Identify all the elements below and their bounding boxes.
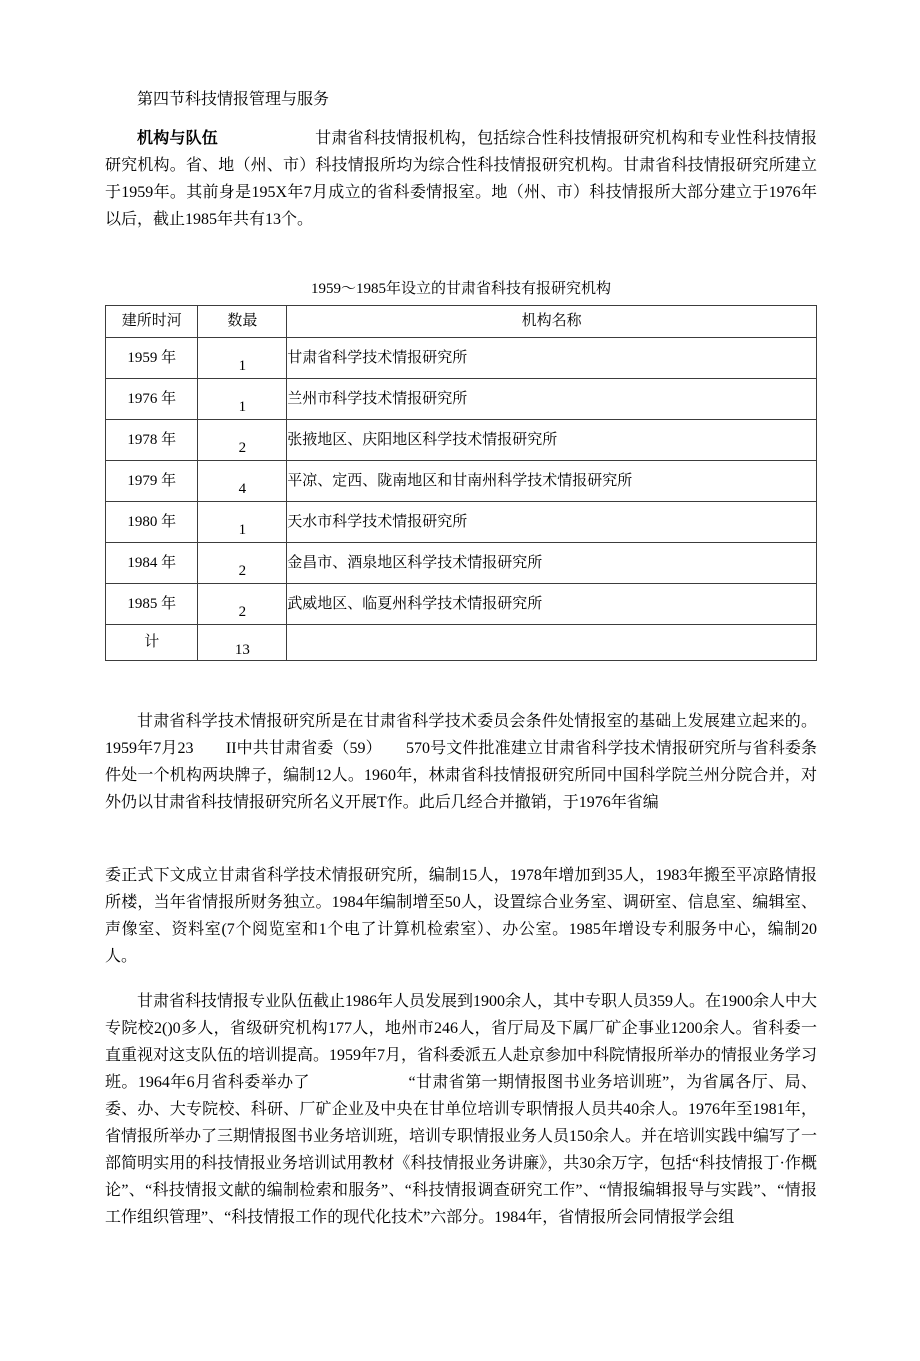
paragraph-lead-label: 机构与队伍 <box>137 130 218 147</box>
paragraph-institutions <box>105 125 817 233</box>
org-table <box>105 305 817 661</box>
cell-year: 1984 年 <box>106 543 198 584</box>
cell-count <box>198 543 287 584</box>
cell-count-value: 4 <box>238 480 247 497</box>
table-total-row <box>106 625 817 661</box>
cell-year: 1978 年 <box>106 420 198 461</box>
table-row <box>106 502 817 543</box>
table-header-row <box>106 306 817 338</box>
cell-name: 兰州市科学技术情报研究所 <box>287 379 817 420</box>
cell-count <box>198 461 287 502</box>
cell-name: 张掖地区、庆阳地区科学技术情报研究所 <box>287 420 817 461</box>
cell-name: 武威地区、临夏州科学技术情报研究所 <box>287 584 817 625</box>
cell-name <box>287 625 817 661</box>
cell-name: 天水市科学技术情报研究所 <box>287 502 817 543</box>
paragraph-training: 甘肃省科技情报专业队伍截止1986年人员发展到1900余人，其中专职人员359人。在1900余人中大专院校2()0多人，省级研究机构177人，地州市246人，省厅局及下属厂矿企事业1200余人。省科委一直重视对这支队伍的培训提高。1959年7月，省科委派五人赴京参加中科院情报所举办的情报业务学习班。1964年6月省科委举办了 “甘肃省第一期情报图书业务培训班”，为省属各厅、局、委、办、大专院校、科研、厂矿企业及中央在甘单位培训专职情报人员共40余人。1976年至1981年，省情报所举办了三期情报图书业务培训班，培训专职情报业务人员150余人。并在培训实践中编写了一部简明实用的科技情报业务培训试用教材《科技情报业务讲廉》，共30余万字，包括“科技情报丁·作概论”、“科技情报文献的编制检索和服务”、“科技情报调查研究工作”、“情报编辑报导与实践”、“情报工作组织管理”、“科技情报工作的现代化技术”六部分。1984年，省情报所会同情报学会组 <box>105 993 818 1226</box>
cell-name: 金昌市、酒泉地区科学技术情报研究所 <box>287 543 817 584</box>
cell-count-value: 2 <box>238 603 247 620</box>
paragraph-history-2: 委正式下文成立甘肃省科学技术情报研究所，编制15人，1978年增加到35人，1983年搬至平凉路情报所楼，当年省情报所财务独立。1984年编制增至50人，设置综合业务室、调研室、信息室、编辑室、声像室、资料室(7个阅览室和1个电了计算机检索室）、办公室。1985年增设专利服务中心，编制20人。 <box>105 867 817 965</box>
cell-year: 1985 年 <box>106 584 198 625</box>
cell-name: 平凉、定西、陇南地区和甘南州科学技术情报研究所 <box>287 461 817 502</box>
col-header-count: 数最 <box>198 306 287 338</box>
cell-count <box>198 502 287 543</box>
cell-name: 甘肃省科学技术情报研究所 <box>287 338 817 379</box>
cell-year: 1980 年 <box>106 502 198 543</box>
cell-count-value: 1 <box>238 357 247 374</box>
cell-count-value: 13 <box>234 642 250 658</box>
cell-count <box>198 420 287 461</box>
table-row <box>106 543 817 584</box>
table-row <box>106 338 817 379</box>
cell-count-value: 1 <box>238 398 247 415</box>
cell-year: 1976 年 <box>106 379 198 420</box>
paragraph-history-1: 甘肃省科学技术情报研究所是在甘肃省科学技术委员会条件处情报室的基础上发展建立起来的。1959年7月23 II中共甘肃省委（59） 570号文件批准建立甘肃省科学技术情报研究所与省科委条件处一个机构两块牌子，编制12人。1960年，林肃省科技情报研究所同中国科学院兰州分院合并，对外仍以甘肃省科技情报研究所名义开展T作。此后几经合并撤销，于1976年省编 <box>105 713 817 811</box>
lead-gap <box>218 130 315 147</box>
cell-year: 计 <box>106 625 198 661</box>
table-row <box>106 461 817 502</box>
table-title: 1959～1985年设立的甘肃省科技有报研究机构 <box>310 281 611 297</box>
cell-count <box>198 584 287 625</box>
section-heading: 第四节科技情报管理与服务 <box>137 91 330 108</box>
cell-count-value: 2 <box>238 439 247 456</box>
cell-count <box>198 338 287 379</box>
cell-count-value: 2 <box>238 562 247 579</box>
col-header-year: 建所时河 <box>106 306 198 338</box>
cell-count-value: 1 <box>238 521 247 538</box>
cell-count <box>198 625 287 661</box>
cell-count <box>198 379 287 420</box>
paragraph-institutions-text: 甘肃省科技情报机构，包括综合性科技情报研究机构和专业性科技情报研究机构。省、地（州、市）科技情报所均为综合性科技情报研究机构。甘肃省科技情报研究所建立于1959年。其前身是195X年7月成立的省科委情报室。地（州、市）科技情报所大部分建立于1976年以后，截止1985年共有13个。 <box>105 130 817 228</box>
table-row <box>106 420 817 461</box>
table-row <box>106 584 817 625</box>
cell-year: 1979 年 <box>106 461 198 502</box>
col-header-name: 机构名称 <box>287 306 817 338</box>
table-row <box>106 379 817 420</box>
cell-year: 1959 年 <box>106 338 198 379</box>
